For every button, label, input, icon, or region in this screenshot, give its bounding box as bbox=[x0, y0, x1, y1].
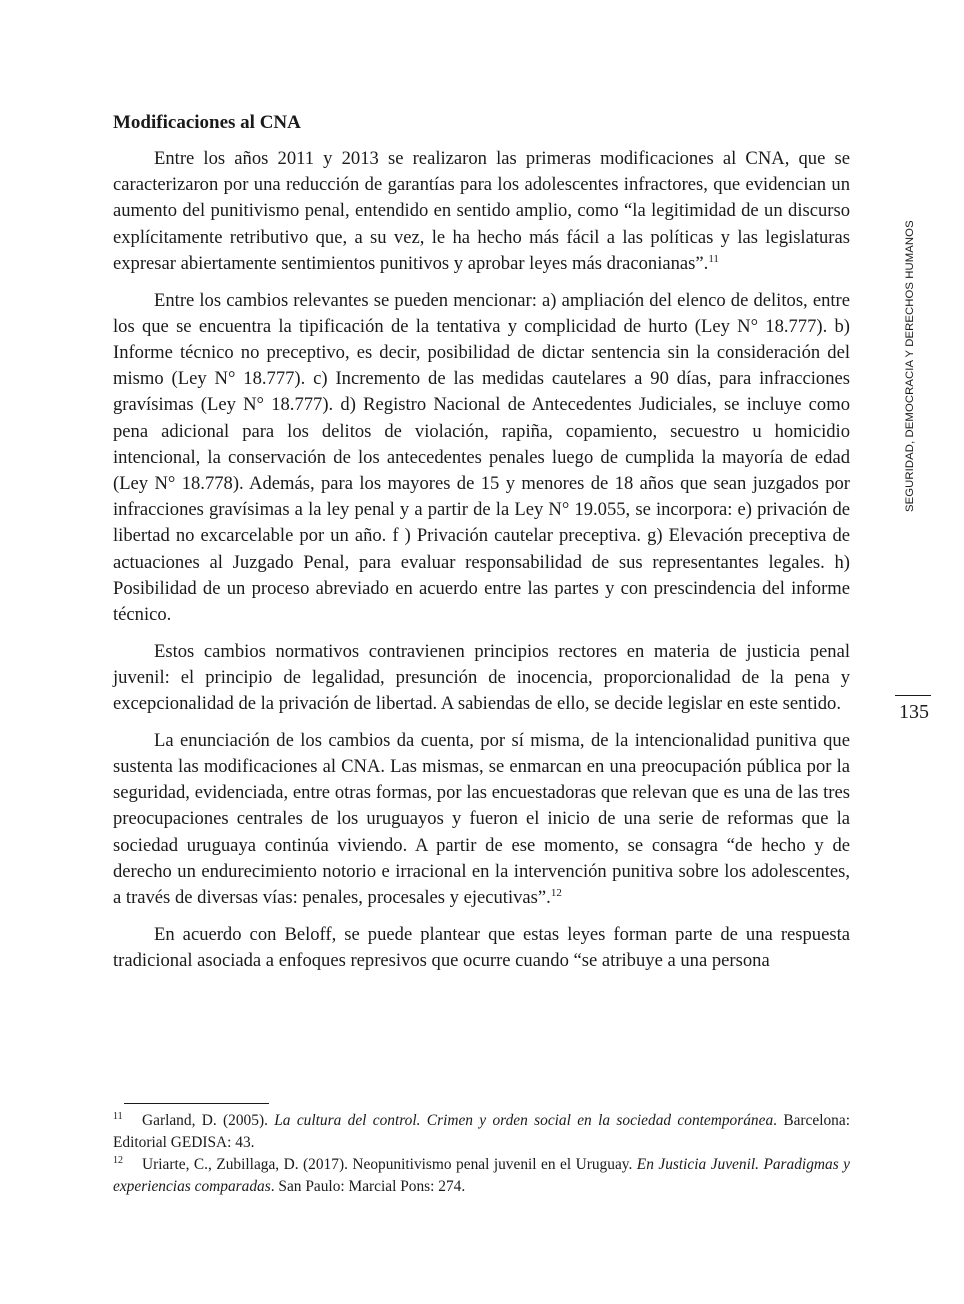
footnote-number: 11 bbox=[113, 1111, 123, 1122]
footnote-ref[interactable]: 12 bbox=[550, 886, 562, 899]
paragraph-text: En acuerdo con Beloff, se puede plantear que estas leyes forman parte de una respuesta tradicional asociada a enfoques represivos que ocurre cuando “se atribuye a una persona bbox=[113, 923, 850, 971]
footnote-ref[interactable]: 11 bbox=[708, 252, 719, 265]
footnote-separator bbox=[124, 1103, 269, 1104]
paragraph-text: Entre los años 2011 y 2013 se realizaron las primeras modificaciones al CNA, que se caracterizaron por una reducción de garantías para los adolescentes infractores, que evidencian un aumento del punitivismo penal, entendido en sentido amplio, como “la legitimidad de un discurso explícitamente retributivo que, a su vez, le ha hecho más fácil a las políticas y las legislaturas expresar abiertamente sentimientos punitivos y aprobar leyes más draconianas”. bbox=[113, 148, 850, 274]
paragraph bbox=[113, 288, 850, 629]
footnote bbox=[113, 1110, 850, 1153]
body-text bbox=[113, 146, 850, 985]
footnote-text: Garland, D. (2005). bbox=[142, 1112, 275, 1129]
paragraph bbox=[113, 728, 850, 911]
paragraph-text: Entre los cambios relevantes se pueden mencionar: a) ampliación del elenco de delitos, entre los que se encuentra la tipificación de la tentativa y complicidad de hurto (Ley N° 18.777). b) Informe técnico no preceptivo, es decir, posibilidad de dictar sentencia sin la consideración del mismo (Ley N° 18.777). c) Incremento de las medidas cautelares a 90 días, para infracciones gravísimas (Ley N° 18.777). d) Registro Nacional de Antecedentes Judiciales, se incluye como pena adicional para los delitos de violación, rapiña, copamiento, secuestro u homicidio intencional, la conservación de los antecedentes penales luego de cumplida la mayoría de edad (Ley N° 18.778). Además, para los mayores de 15 y menores de 18 años que sean juzgados por infracciones gravísimas a la ley penal y a partir de la Ley N° 19.055, se incorpora: e) privación de libertad no excarcelable por un año. f ) Privación cautelar preceptiva. g) Elevación preceptiva de actuaciones al Juzgado Penal, para evaluar responsabilidad de sus representantes legales. h) Posibilidad de un proceso abreviado en acuerdo entre las partes y con prescindencia del informe técnico. bbox=[113, 289, 850, 625]
page-number: 135 bbox=[899, 701, 929, 723]
paragraph bbox=[113, 146, 850, 277]
footnote bbox=[113, 1154, 850, 1197]
running-header-vertical bbox=[900, 196, 922, 512]
footnote-text: . Barcelona: Editorial GEDISA: 43. bbox=[113, 1112, 850, 1151]
paragraph bbox=[113, 639, 850, 718]
footnote-title: La cultura del control. Crimen y orden social en la sociedad contemporánea bbox=[274, 1112, 774, 1129]
footnotes bbox=[113, 1110, 850, 1198]
footnote-text: Uriarte, C., Zubillaga, D. (2017). Neopunitivismo penal juvenil en el Uruguay. bbox=[142, 1156, 637, 1173]
page-number-rule bbox=[895, 695, 931, 696]
paragraph bbox=[113, 922, 850, 974]
footnote-number: 12 bbox=[113, 1155, 123, 1166]
footnote-text: . San Paulo: Marcial Pons: 274. bbox=[270, 1177, 466, 1195]
section-heading: Modificaciones al CNA bbox=[113, 112, 301, 133]
paragraph-text: Estos cambios normativos contravienen principios rectores en materia de justicia penal juvenil: el principio de legalidad, presunción de inocencia, proporcionalidad de la pena y excepcionalidad de la privación de libertad. A sabiendas de ello, se decide legislar en este sentido. bbox=[113, 640, 850, 715]
paragraph-text: La enunciación de los cambios da cuenta, por sí misma, de la intencionalidad punitiva que sustenta las modificaciones al CNA. Las mismas, se enmarcan en una preocupación pública por la seguridad, evidenciada, entre otras formas, por las encuestadoras que relevan que es una de las tres preocupaciones centrales de los uruguayos y fueron el inicio de una serie de reformas que la sociedad uruguaya continúa viviendo. A partir de ese momento, se consagra “de hecho y de derecho un endurecimiento notorio e irracional en la intervención punitiva sobre los adolescentes, a través de diversas vías: penales, procesales y ejecutivas”. bbox=[113, 729, 850, 908]
book-title: SEGURIDAD, DEMOCRACIA Y DERECHOS HUMANOS bbox=[904, 220, 916, 512]
footnote-title: En Justicia Juvenil. Paradigmas y experiencias comparadas bbox=[113, 1156, 850, 1195]
